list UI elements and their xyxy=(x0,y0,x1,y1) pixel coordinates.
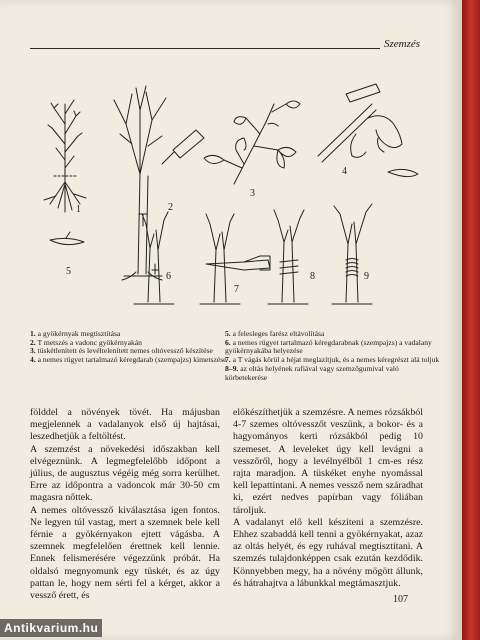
figure-number-7: 7 xyxy=(234,284,239,295)
running-header: Szemzés xyxy=(384,38,421,50)
caption-item: 3. tüskétlenített és levéltelenített nemes oltóvessző készítése xyxy=(30,346,213,356)
paragraph: földdel a növények tövét. Ha májusban megjelennek a vadalanyok első új hajtásai, leszedhetjük a feltöltést. xyxy=(30,407,220,443)
body-right-column xyxy=(233,407,423,590)
caption-item: 8–9. az oltás helyének rafiával vagy szemzőgumival való körbetekerése xyxy=(225,363,399,382)
header-rule xyxy=(30,48,380,49)
caption-item: 6. a nemes rügyet tartalmazó kéregdarabnak (szempajzs) a vadalany gyökérnyakába helyezése xyxy=(225,337,432,356)
caption-item: 1. a gyökérnyak megtisztítása xyxy=(30,329,121,338)
illustration-step-5 xyxy=(50,232,84,245)
figure-number-3: 3 xyxy=(250,188,255,199)
figure-number-6: 6 xyxy=(166,271,171,282)
figure-number-1: 1 xyxy=(76,204,81,215)
caption-item: 4. a nemes rügyet tartalmazó kéregdarab (szempajzs) kimetszése xyxy=(30,355,227,365)
body-left-column xyxy=(30,407,220,602)
caption-item: 2. T metszés a vadonc gyökérnyakán xyxy=(30,337,142,347)
paragraph: A szemzést a növekedési időszakban kell elvégeznünk. A legmegfelelőbb időpont a július, de augusztus végéig még sorra kerülhet. Erre az időpontra a vadoncok már 30-50 cm magasra nőttek. xyxy=(30,443,220,504)
illustration-step-6 xyxy=(134,212,174,304)
caption-item: 5. a felesleges farész eltávolítása xyxy=(225,329,325,338)
illustration-step-1 xyxy=(44,100,86,212)
illustration-step-3 xyxy=(204,101,300,184)
captions-right-column xyxy=(225,330,440,382)
caption-item: 7. a T vágás körül a héjat meglazítjuk, és a nemes kéregrészt alá toljuk xyxy=(225,355,440,365)
illustration-step-8 xyxy=(268,210,308,304)
paragraph: előkészíthetjük a szemzésre. A nemes rózsákból 4-7 szemes oltóvesszőt veszünk, a bokor- és a hagyományos kerti rózsákból pedig 10 szemeset. A leveleket úgy kell levágni a vesszőről, hogy a levélnyélből 1 cm-es rész rajta maradjon. A tüskéket enyhe nyomással kell lepattintani. A nemes vessző nem száradhat ki, ezért nedves papírban vagy fóliában tároljuk. xyxy=(233,407,423,516)
figure-number-2: 2 xyxy=(168,202,173,213)
figure-number-8: 8 xyxy=(310,271,315,282)
illustration-step-4 xyxy=(318,84,418,177)
watermark: Antikvarium.hu xyxy=(0,619,102,637)
captions-left-column xyxy=(30,330,230,365)
figure-number-9: 9 xyxy=(364,271,369,282)
page-number: 107 xyxy=(393,594,408,605)
budding-illustration xyxy=(28,64,446,316)
illustration-step-2 xyxy=(114,86,204,280)
book-cover-edge xyxy=(462,0,480,640)
paragraph: A vadalanyt elő kell készíteni a szemzésre. Ehhez szabaddá kell tenni a gyökérnyakat, azaz az oltás helyét, és egy ruhával megtisztítani. A szemzés tulajdonképpen csak ezután kezdődik. Könnyebben megy, ha a növény mögött állunk, és hátrahajtva a lábunkkal megtámasztjuk. xyxy=(233,516,423,589)
figure-number-4: 4 xyxy=(342,166,347,177)
illustration-step-9 xyxy=(332,204,372,304)
paragraph: A nemes oltóvessző kiválasztása igen fontos. Ne legyen túl vastag, mert a szemnek bele kell férnie a gyökérnyakon ejtett vágásba. A szemnek megfelelően érettnek kell lennie. Ennek felismerésére végezzünk próbát. Ha oldalsó megnyomunk egy tüskét, és az úgy pattan le, hogy nem sérti fel a kérget, akkor a vessző érett, és xyxy=(30,504,220,602)
figure-number-5: 5 xyxy=(66,266,71,277)
